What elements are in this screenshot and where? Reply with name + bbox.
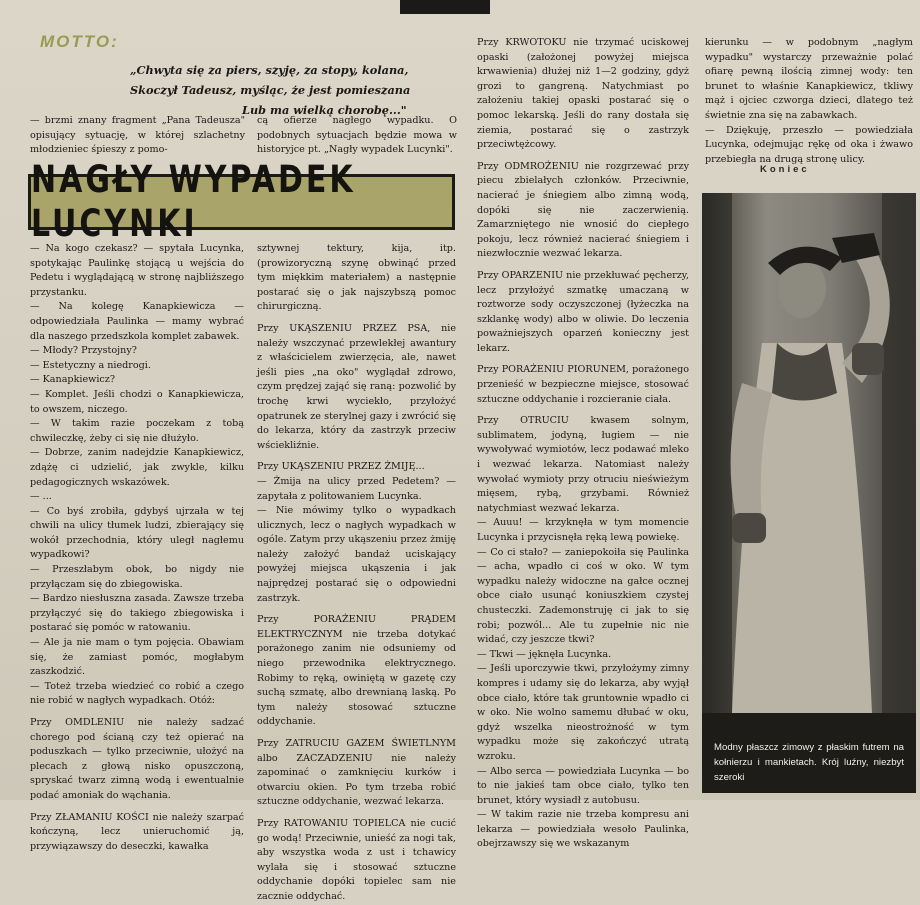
paragraph: — Jeśli uporczywie tkwi, przyłożymy zimny kompres i udamy się do lekarza, aby wyjął obce ciało, które tak gruntownie wpadło ci w oko. Nie wolno samemu dłubać w oku, gdyż wszelka nieostrożność w tym wypadku może się zakończyć utratą wzroku. bbox=[477, 663, 689, 762]
paragraph: — Na kolegę Kanapkiewicza — odpowiedziała Paulinka — mamy wybrać dla naszego przedszkola komplet zabawek. bbox=[30, 301, 244, 342]
paragraph: sztywnej tektury, kija, itp. (prowizoryczną szynę obwinąć przed tym miękkim materiałem) a następnie postarać się o jak najszybszą pomoc chirurgiczną. bbox=[257, 243, 456, 313]
paragraph: Przy PORAŻENIU PIORUNEM, porażonego przenieść w bezpieczne miejsce, stosować sztuczne oddychanie i rozcieranie ciała. bbox=[477, 364, 689, 405]
paragraph: Przy ODMROŻENIU nie rozgrzewać przy piecu zbielałych członków. Przeciwnie, nacierać je śniegiem albo zimną wodą, dopóki się nie zaczerwienią. Zamarzniętego nie wnosić do ciepłego pokoju, lecz również nacierać śniegiem i niezwłocznie wezwać lekarza. bbox=[477, 160, 689, 260]
motto-line: „Chwyta się za piers, szyję, za stopy, kolana, bbox=[130, 63, 409, 77]
fashion-photo bbox=[702, 193, 916, 793]
paragraph: Przy OTRUCIU kwasem solnym, sublimatem, jodyną, ługiem — nie wywoływać wymiotów, lecz podawać mleko i wezwać lekarza. Natomiast należy wywołać wymioty przy otruciu nieświeżym mięsem, rybą, grzybami. Również natychmiast wezwać lekarza. bbox=[477, 415, 689, 514]
intro-left bbox=[30, 114, 245, 164]
motto-label: MOTTO: bbox=[40, 32, 119, 51]
paragraph: — Albo serca — powiedziała Lucynka — bo to nie jakieś tam obce ciało, tylko ten brunet, który wysiadł z autobusu. bbox=[477, 765, 689, 806]
paragraph: — Tkwi — jęknęła Lucynka. bbox=[477, 648, 612, 660]
motto-line: Skoczył Tadeusz, myśląc, że jest pomieszana bbox=[130, 83, 411, 97]
woman-in-coat-illustration bbox=[702, 193, 916, 793]
text-column-4 bbox=[705, 36, 913, 176]
text-column-3 bbox=[477, 36, 689, 850]
motto-line: Lub ma wielką chorobę..." bbox=[242, 103, 407, 117]
intro-right bbox=[257, 114, 457, 164]
paragraph: Przy RATOWANIU TOPIELCA nie cucić go wodą! Przeciwnie, unieść za nogi tak, aby wszystka woda z ust i tchawicy wylała się i stosować sztuczne oddychanie dopóki topielec sam nie zacznie oddychać. bbox=[257, 817, 456, 902]
paragraph: — Bardzo niesłuszna zasada. Zawsze trzeba przyłączyć się do takiego zbiegowiska i postarać się pomóc w ratowaniu. bbox=[30, 593, 244, 634]
paragraph: Przy ZŁAMANIU KOŚCI nie należy szarpać kończyną, lecz unieruchomić ją, przywiązawszy do deseczki, kawałka bbox=[30, 811, 244, 852]
paragraph: — Estetyczny a niedrogi. bbox=[30, 359, 151, 371]
paragraph: — Ale ja nie mam o tym pojęcia. Obawiam się, że zamiast pomóc, mogłabym zaszkodzić. bbox=[30, 637, 244, 678]
paragraph: Przy KRWOTOKU nie trzymać uciskowej opaski (założonej powyżej miejsca krwawienia) dłużej niż 1—2 godziny, gdyż grozi to gangreną. Natychmiast po założeniu takiej opaski postarać się o pomoc lekarską. Jeśli do rany dostała się ziemia, postarać się o zastrzyk przeciwtężcowy. bbox=[477, 37, 689, 151]
end-marker: Koniec bbox=[760, 164, 810, 175]
paragraph: — Co byś zrobiła, gdybyś ujrzała w tej chwili na ulicy tłumek ludzi, zbierający się wokół przechodnia, który uległ nagłemu wypadkowi? bbox=[30, 505, 244, 561]
paragraph: Przy PORAŻENIU PRĄDEM ELEKTRYCZNYM nie trzeba dotykać porażonego zanim nie odsuniemy od niego przewodnika elektrycznego. Robimy to ręką, owiniętą w gazetę czy suchą szmatę, albo drewnianą laską. Po tym należy stosować sztuczne oddychanie. bbox=[257, 614, 456, 728]
paragraph: kierunku — w podobnym „nagłym wypadku" wystarczy przeważnie polać ofiarę pewną ilością zimnej wody: ten brunet to właśnie Kanapkiewicz, tkliwy mąż i ojciec czworga dzieci, dlatego też świetnie zna się na zabawkach. bbox=[705, 37, 913, 121]
paragraph: — Nie mówimy tylko o wypadkach ulicznych, lecz o nagłych wypadkach w ogóle. Zatym przy ukąszeniu przez żmiję należy założyć bandaż uciskający powyżej miejsca ukąszenia i jak najprędzej postarać się o odpowiedni zastrzyk. bbox=[257, 505, 456, 604]
intro-text: cą ofierze nagłego wypadku. O podobnych sytuacjach będzie mowa w historyjce pt. „Nagły wypadek Lucynki". bbox=[257, 115, 457, 156]
paragraph: — Dziękuję, przeszło — powiedziała Lucynka, odejmując rękę od oka i żwawo przebiegła na drugą stronę ulicy. bbox=[705, 124, 913, 165]
paragraph: — Na kogo czekasz? — spytała Lucynka, spotykając Paulinkę stojącą u wejścia do Pedetu i wyglądającą w stronę najbliższego przystanku. bbox=[30, 243, 244, 298]
paragraph: Przy UKĄSZENIU PRZEZ PSA, nie należy wszczynać przewlekłej awantury z właścicielem zwierzęcia, ale, nawet jeśli pies „na oko" wyglądał zdrowo, czym prędzej zająć się raną: pozwolić by trochę krwi wyciekło, przyłożyć opatrunek ze sterylnej gazy i zwrócić się do lekarza, który da zastrzyk przeciw wściekliźnie. bbox=[257, 322, 456, 451]
article-title: NAGŁY WYPADEK LUCYNKI bbox=[31, 158, 356, 246]
photo-caption: Modny płaszcz zimowy z płaskim futrem na kołnierzu i mankietach. Krój luźny, niezbyt szeroki bbox=[714, 742, 904, 783]
paragraph: — Przeszłabym obok, bo nigdy nie przyłączam się do zbiegowiska. bbox=[30, 564, 244, 590]
article-title-banner bbox=[28, 158, 455, 246]
motto-quote bbox=[130, 60, 450, 120]
paragraph: — Komplet. Jeśli chodzi o Kanapkiewicza, to owszem, niczego. bbox=[30, 388, 244, 415]
paragraph: Przy OPARZENIU nie przekłuwać pęcherzy, lecz przyłożyć szmatkę umaczaną w roztworze sody oczyszczonej (łyżeczka na szklankę wody) albo w oliwie. Do leczenia poważniejszych oparzeń konieczny jest lekarz. bbox=[477, 269, 689, 354]
text-column-1 bbox=[30, 242, 244, 852]
paragraph: — Kanapkiewicz? bbox=[30, 374, 115, 386]
text-column-2 bbox=[257, 242, 456, 902]
paragraph: — Auuu! — krzyknęła w tym momencie Lucynka i przycisnęła ręką lewą powiekę. bbox=[477, 517, 689, 543]
paragraph: Przy OMDLENIU nie należy sadzać chorego pod ścianą czy też opierać na poduszkach — tylko przeciwnie, ułożyć na plecach z głową nisko opuszczoną, spryskać twarz zimną wodą i ewentualnie podać amoniak do wąchania. bbox=[30, 717, 244, 801]
paragraph: — ... bbox=[30, 491, 52, 503]
paragraph: — W takim razie poczekam z tobą chwileczkę, żeby ci się nie dłużyło. bbox=[30, 418, 244, 444]
paragraph: Przy UKĄSZENIU PRZEZ ŻMIJĘ... bbox=[257, 461, 425, 473]
header-bar bbox=[400, 0, 490, 14]
paragraph: — Toteż trzeba wiedzieć co robić a czego nie robić w nagłych wypadkach. Otóż: bbox=[30, 680, 244, 707]
paragraph: — Dobrze, zanim nadejdzie Kanapkiewicz, zdążę ci udzielić, jak zwykle, kilku pedagogicznych wskazówek. bbox=[30, 447, 244, 488]
paragraph: — Młody? Przystojny? bbox=[30, 345, 137, 357]
intro-text: — brzmi znany fragment „Pana Tadeusza" opisujący sytuację, w której szlachetny młodzieniec śpieszy z pomo- bbox=[30, 115, 245, 156]
paragraph: — Co ci stało? — zaniepokoiła się Paulinka — acha, wpadło ci coś w oko. W tym wypadku należy widoczne na gałce ocznej obce ciało usunąć koniuszkiem czystej chusteczki. Zademonstruję ci jak to się robi; pozwól... Ale tu zupełnie nic nie widać, czy jeszcze tkwi? bbox=[477, 546, 689, 646]
paragraph: — Żmija na ulicy przed Pedetem? — zapytała z politowaniem Lucynka. bbox=[257, 475, 456, 502]
paragraph: — W takim razie nie trzeba kompresu ani lekarza — powiedziała wesoło Paulinka, obejrzawszy się we wskazanym bbox=[477, 809, 689, 850]
paragraph: Przy ZATRUCIU GAZEM ŚWIETLNYM albo ZACZADZENIU nie należy zapominać o zamknięciu kurków i otwarciu okien. Po tym trzeba robić sztuczne oddychanie, wezwać lekarza. bbox=[257, 738, 456, 808]
